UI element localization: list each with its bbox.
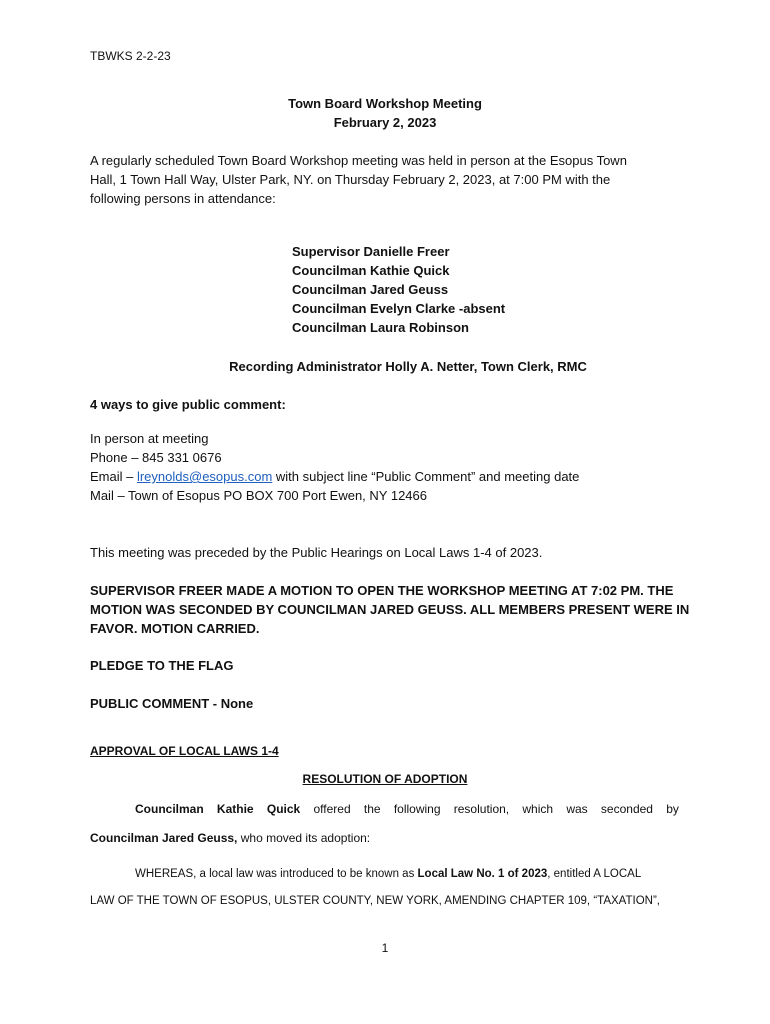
public-comment-heading: PUBLIC COMMENT - None — [90, 696, 254, 711]
whereas-line: LAW OF THE TOWN OF ESOPUS, ULSTER COUNTY, NEW YORK, AMENDING CHAPTER 109, “TAXATION”, — [90, 895, 660, 907]
page-number: 1 — [381, 941, 389, 955]
comment-option-mail: Mail – Town of Esopus PO BOX 700 Port Ewen, NY 12466 — [90, 488, 427, 503]
resolution-word: Quick — [266, 802, 301, 816]
pledge-heading: PLEDGE TO THE FLAG — [90, 658, 234, 673]
resolution-line — [135, 800, 679, 818]
preceded-note: This meeting was preceded by the Public Hearings on Local Laws 1-4 of 2023. — [90, 545, 543, 560]
whereas-suffix: , entitled A LOCAL — [547, 868, 642, 880]
resolution-word: offered — [313, 802, 351, 816]
whereas-line — [135, 865, 641, 883]
comment-option-phone: Phone – 845 331 0676 — [90, 450, 222, 465]
resolution-word: was — [566, 802, 588, 816]
email-suffix: with subject line “Public Comment” and meeting date — [272, 469, 580, 484]
document-code: TBWKS 2-2-23 — [90, 49, 171, 63]
attendee: Councilman Kathie Quick — [292, 263, 450, 278]
meeting-date: February 2, 2023 — [333, 115, 437, 130]
whereas-prefix: WHEREAS, a local law was introduced to be known as — [135, 868, 418, 880]
attendee: Supervisor Danielle Freer — [292, 244, 450, 259]
resolution-word: by — [666, 802, 679, 816]
resolution-word: Councilman — [135, 802, 204, 816]
resolution-word: resolution, — [453, 802, 510, 816]
intro-line: following persons in attendance: — [90, 191, 276, 206]
attendee: Councilman Evelyn Clarke -absent — [292, 301, 506, 316]
resolution-word: Kathie — [216, 802, 254, 816]
intro-line: Hall, 1 Town Hall Way, Ulster Park, NY. on Thursday February 2, 2023, at 7:00 PM with the — [90, 172, 611, 187]
attendee: Councilman Jared Geuss — [292, 282, 449, 297]
resolution-word: following — [393, 802, 441, 816]
mover-suffix: who moved its adoption: — [237, 831, 371, 845]
resolution-word: seconded — [600, 802, 653, 816]
email-link[interactable]: lreynolds@esopus.com — [136, 469, 273, 484]
public-comment-ways-heading: 4 ways to give public comment: — [90, 397, 286, 412]
resolution-word: the — [363, 802, 381, 816]
motion-line: FAVOR. MOTION CARRIED. — [90, 621, 260, 636]
recording-administrator: Recording Administrator Holly A. Netter, Town Clerk, RMC — [229, 359, 587, 374]
meeting-title: Town Board Workshop Meeting — [288, 96, 482, 111]
comment-option-in-person: In person at meeting — [90, 431, 209, 446]
email-prefix: Email – — [90, 469, 137, 484]
attendee: Councilman Laura Robinson — [292, 320, 469, 335]
motion-line: SUPERVISOR FREER MADE A MOTION TO OPEN THE WORKSHOP MEETING AT 7:02 PM. THE — [90, 583, 674, 598]
intro-line: A regularly scheduled Town Board Workshop meeting was held in person at the Esopus Town — [90, 153, 627, 168]
motion-line: MOTION WAS SECONDED BY COUNCILMAN JARED GEUSS. ALL MEMBERS PRESENT WERE IN — [90, 602, 690, 617]
resolution-heading: RESOLUTION OF ADOPTION — [302, 772, 468, 786]
mover-name: Councilman Jared Geuss, — [90, 831, 238, 845]
approval-heading: APPROVAL OF LOCAL LAWS 1-4 — [90, 744, 279, 758]
resolution-word: which — [522, 802, 554, 816]
resolution-mover-line — [90, 829, 370, 847]
local-law-name: Local Law No. 1 of 2023 — [417, 868, 548, 880]
comment-option-email — [90, 467, 579, 486]
